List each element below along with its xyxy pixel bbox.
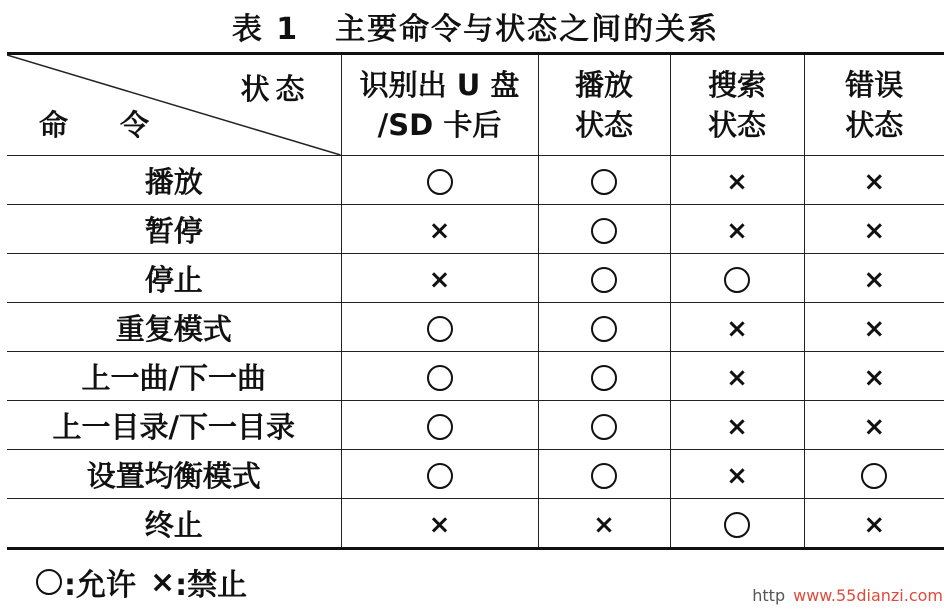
mark-cell <box>670 401 804 450</box>
deny-cross-icon: × <box>150 564 176 600</box>
deny-cross-icon: × <box>726 412 748 442</box>
command-cell: 终止 <box>7 499 341 549</box>
mark-cell <box>670 254 804 303</box>
corner-header-cell <box>7 54 341 156</box>
deny-cross-icon: × <box>428 265 451 295</box>
legend-allow-text: :允许 <box>64 568 136 603</box>
allow-circle-icon <box>724 512 750 538</box>
table-row <box>7 205 944 254</box>
deny-cross-icon: × <box>726 363 748 393</box>
mark-cell <box>670 352 804 401</box>
mark-cell <box>538 156 670 205</box>
mark-cell <box>670 156 804 205</box>
mark-cell <box>341 499 538 549</box>
mark-cell <box>538 254 670 303</box>
header-row <box>7 54 944 156</box>
deny-cross-icon: × <box>863 510 886 540</box>
column-header-line: 状态 <box>574 108 633 142</box>
allow-circle-icon <box>427 316 453 342</box>
command-cell: 上一曲/下一曲 <box>7 352 341 401</box>
mark-cell <box>538 499 670 549</box>
corner-command-label: 命令 <box>39 108 202 142</box>
deny-cross-icon: × <box>726 461 748 491</box>
mark-cell <box>341 450 538 499</box>
deny-cross-icon: × <box>863 314 886 344</box>
table-caption: 主要命令与状态之间的关系 <box>335 12 720 47</box>
allow-circle-icon <box>427 365 453 391</box>
watermark-prefix: http <box>752 586 786 605</box>
deny-cross-icon: × <box>863 216 886 246</box>
mark-cell <box>670 450 804 499</box>
mark-cell <box>804 303 944 352</box>
table-number: 表 1 <box>231 12 300 47</box>
table-row <box>7 352 944 401</box>
mark-cell <box>341 156 538 205</box>
allow-circle-icon <box>591 169 617 195</box>
table-row <box>7 254 944 303</box>
mark-cell <box>804 205 944 254</box>
command-cell: 暂停 <box>7 205 341 254</box>
column-header-line: 搜索 <box>707 68 766 102</box>
allow-circle-icon <box>36 569 62 595</box>
column-header-line: 识别出 U 盘 <box>359 68 520 102</box>
command-cell: 上一目录/下一目录 <box>7 401 341 450</box>
mark-cell <box>804 450 944 499</box>
mark-cell <box>538 352 670 401</box>
column-header-error <box>804 54 944 156</box>
mark-cell <box>538 401 670 450</box>
table-row <box>7 450 944 499</box>
column-header-line: 状态 <box>845 108 904 142</box>
column-header-searching <box>670 54 804 156</box>
allow-circle-icon <box>427 414 453 440</box>
allow-circle-icon <box>591 316 617 342</box>
allow-circle-icon <box>591 414 617 440</box>
mark-cell <box>341 254 538 303</box>
mark-cell <box>670 499 804 549</box>
watermark <box>752 586 943 605</box>
allow-circle-icon <box>591 267 617 293</box>
mark-cell <box>341 303 538 352</box>
column-header-line: 状态 <box>707 108 766 142</box>
mark-cell <box>804 401 944 450</box>
command-cell: 播放 <box>7 156 341 205</box>
deny-cross-icon: × <box>863 363 886 393</box>
deny-cross-icon: × <box>428 216 451 246</box>
column-header-line: 播放 <box>574 68 633 102</box>
mark-cell <box>538 303 670 352</box>
mark-cell <box>670 303 804 352</box>
deny-cross-icon: × <box>593 510 615 540</box>
table-row <box>7 401 944 450</box>
deny-cross-icon: × <box>726 216 748 246</box>
allow-circle-icon <box>427 169 453 195</box>
column-header-line: /SD 卡后 <box>377 108 502 142</box>
mark-cell <box>804 499 944 549</box>
deny-cross-icon: × <box>863 265 886 295</box>
mark-cell <box>341 205 538 254</box>
command-state-table <box>7 52 944 550</box>
command-cell: 重复模式 <box>7 303 341 352</box>
column-header-line: 错误 <box>845 68 904 102</box>
table-row <box>7 303 944 352</box>
column-header-playing <box>538 54 670 156</box>
allow-circle-icon <box>427 463 453 489</box>
mark-cell <box>804 156 944 205</box>
table-row <box>7 156 944 205</box>
mark-cell <box>538 450 670 499</box>
mark-cell <box>341 352 538 401</box>
legend-deny-text: :禁止 <box>175 568 248 603</box>
legend <box>36 560 247 604</box>
allow-circle-icon <box>591 463 617 489</box>
table-row <box>7 499 944 549</box>
allow-circle-icon <box>724 267 750 293</box>
command-cell: 停止 <box>7 254 341 303</box>
table-body <box>7 156 944 549</box>
table-title <box>0 4 951 48</box>
mark-cell <box>538 205 670 254</box>
allow-circle-icon <box>591 365 617 391</box>
deny-cross-icon: × <box>863 167 886 197</box>
watermark-site: www.55dianzi.com <box>793 586 943 605</box>
deny-cross-icon: × <box>726 314 748 344</box>
deny-cross-icon: × <box>726 167 748 197</box>
deny-cross-icon: × <box>863 412 886 442</box>
deny-cross-icon: × <box>428 510 451 540</box>
allow-circle-icon <box>591 218 617 244</box>
mark-cell <box>804 254 944 303</box>
mark-cell <box>670 205 804 254</box>
column-header-recognized <box>341 54 538 156</box>
mark-cell <box>804 352 944 401</box>
command-cell: 设置均衡模式 <box>7 450 341 499</box>
corner-state-label: 状态 <box>240 72 311 106</box>
allow-circle-icon <box>861 463 887 489</box>
mark-cell <box>341 401 538 450</box>
